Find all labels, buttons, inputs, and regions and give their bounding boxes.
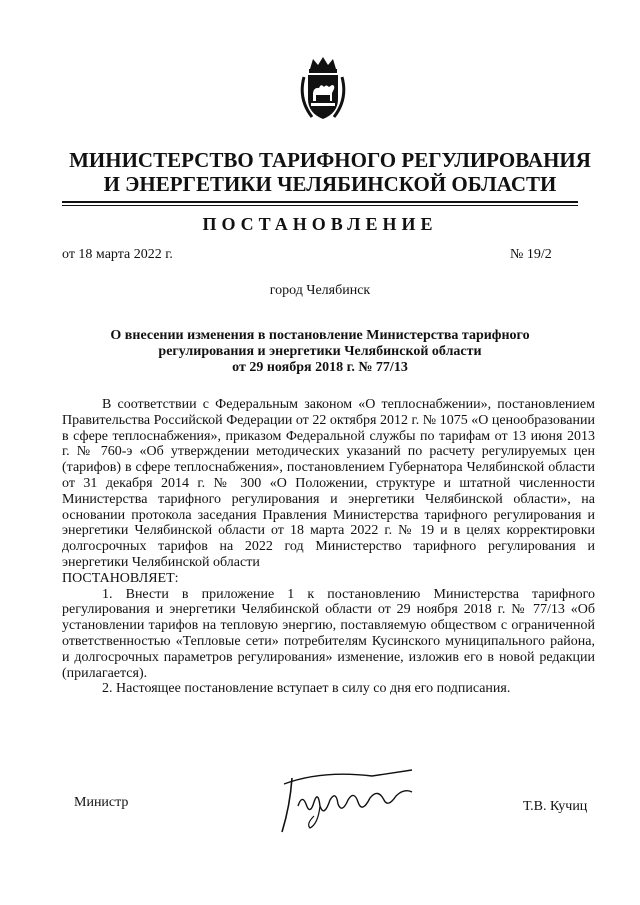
header-divider <box>62 201 578 203</box>
preamble-paragraph: В соответствии с Федеральным законом «О теплоснабжении», постановлением Правительства Российской Федерации от 22 октября 2012 г. № 1075 «О ценообразовании в сфере теплоснабжения», приказом Федеральной службы по тарифам от 13 июня 2013 г. № 760-э «Об утверждении методических указаний по расчету регулируемых цен (тарифов) в сфере теплоснабжения», постановлением Губернатора Челябинской области от 31 декабря 2014 г. № 300 «О Положении, структуре и штатной численности Министерства тарифного регулирования и энергетики Челябинской области», на основании протокола заседания Правления Министерства тарифного регулирования и энергетики Челябинской области от 18 марта 2022 г. № 19 и в целях корректировки долгосрочных тарифов на 2022 год Министерство тарифного регулирования и энергетики Челябинской области <box>62 397 595 570</box>
document-number: № 19/2 <box>510 247 552 262</box>
item-2-paragraph: 2. Настоящее постановление вступает в силу со дня его подписания. <box>102 681 511 697</box>
signatory-name: Т.В. Кучиц <box>523 799 588 814</box>
coat-of-arms-icon <box>298 55 348 123</box>
ministry-name-line1: МИНИСТЕРСТВО ТАРИФНОГО РЕГУЛИРОВАНИЯ <box>69 148 591 172</box>
ministry-name-line2: И ЭНЕРГЕТИКИ ЧЕЛЯБИНСКОЙ ОБЛАСТИ <box>103 172 557 196</box>
decree-word: ПОСТАНОВЛЯЕТ: <box>62 570 179 586</box>
document-city: город Челябинск <box>269 283 371 298</box>
document-body <box>62 397 595 697</box>
item-1-paragraph: 1. Внести в приложение 1 к постановлению Министерства тарифного регулирования и энергетики Челябинской области от 29 ноября 2018 г. № 77/13 «Об установлении тарифов на тепловую энергию, поставляемую обществом с ограниченной ответственностью «Тепловые сети» потребителям Кусинского муниципального района, и долгосрочных параметров регулирования» изменение, изложив его в новой редакции (прилагается). <box>62 586 595 681</box>
title-line3: от 29 ноября 2018 г. № 77/13 <box>232 360 408 375</box>
title-line1: О внесении изменения в постановление Министерства тарифного <box>110 328 530 343</box>
handwritten-signature <box>262 766 432 836</box>
title-line2: регулирования и энергетики Челябинской области <box>158 344 482 359</box>
header-divider-thin <box>62 205 578 206</box>
signatory-role: Министр <box>74 795 129 810</box>
document-date: от 18 марта 2022 г. <box>62 247 173 262</box>
document-type: ПОСТАНОВЛЕНИЕ <box>202 214 438 234</box>
document-title <box>90 328 550 376</box>
